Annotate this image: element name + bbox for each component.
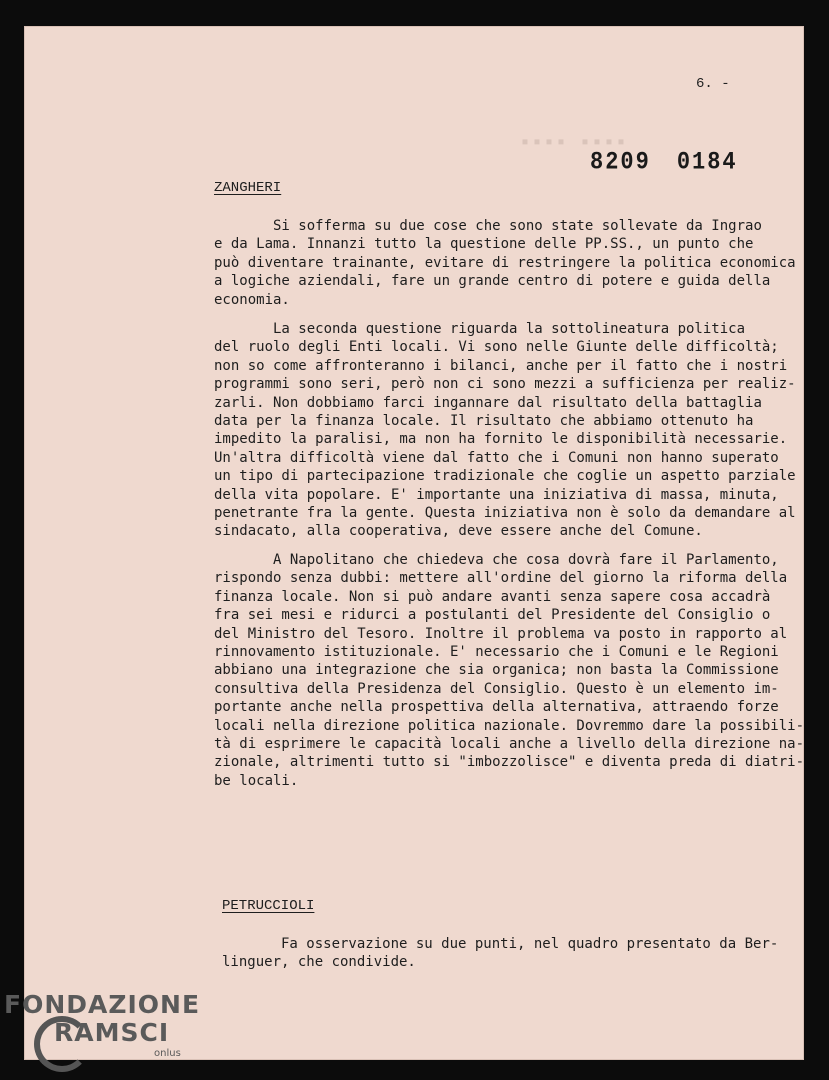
speaker-heading-zangheri: ZANGHERI bbox=[214, 180, 282, 196]
document-page bbox=[24, 26, 804, 1060]
paragraph: La seconda questione riguarda la sottolineatura politica del ruolo degli Enti locali. Vi sono nelle Giunte delle difficoltà; non so come affronteranno i bilanci, anche per il fatto che i nostri programmi sono seri, però non ci sono mezzi a sufficienza per realiz- zarli. Non dobbiamo farci ingannare dal risultato della battaglia data per la finanza locale. Il risultato che abbiamo ottenuto ha impedito la paralisi, ma non ha fornito le disponibilità necessarie. Un'altra difficoltà viene dal fatto che i Comuni non hanno superato un tipo di partecipazione tradizionale che coglie un aspetto parziale della vita popolare. E' importante una iniziativa di massa, minuta, penetrante fra la gente. Questa iniziativa non è solo da demandare al sindacato, alla cooperativa, deve essere anche del Comune. bbox=[214, 321, 796, 540]
paragraph: A Napolitano che chiedeva che cosa dovrà fare il Parlamento, rispondo senza dubbi: mettere all'ordine del giorno la riforma della finanza locale. Non si può andare avanti senza sapere cosa accadrà fra sei mesi e ridurci a postulanti del Presidente del Consiglio o del Ministro del Tesoro. Inoltre il problema va posto in rapporto al rinnovamento istituzionale. E' necessario che i Comuni e le Regioni abbiano una integrazione che sia organica; non basta la Commissione consultiva della Presidenza del Consiglio. Questo è un elemento im- portante anche nella prospettiva della alternativa, attraendo forze locali nella direzione politica nazionale. Dovremmo dare la possibili- tà di esprimere le capacità locali anche a livello della direzione na- zionale, altrimenti tutto si "imbozzolisce" e diventa preda di diatri- be locali. bbox=[214, 552, 805, 789]
watermark-line: FONDAZIONE bbox=[4, 990, 201, 1019]
watermark-line: RAMSCI bbox=[54, 1018, 170, 1047]
paragraph: Fa osservazione su due punti, nel quadro presentato da Ber- linguer, che condivide. bbox=[222, 936, 779, 971]
fondazione-gramsci-watermark-logo bbox=[4, 990, 214, 1070]
speaker-heading-petruccioli: PETRUCCIOLI bbox=[222, 898, 315, 914]
watermark-line: onlus bbox=[154, 1048, 181, 1059]
archive-code-part: 0184 bbox=[676, 148, 738, 177]
archive-stamp-code bbox=[590, 148, 738, 177]
paragraph: Si sofferma su due cose che sono state sollevate da Ingrao e da Lama. Innanzi tutto la questione delle PP.SS., un punto che può diventare trainante, evitare di restringere la politica economica a logiche aziendali, fare un grande centro di potere e guida della economia. bbox=[214, 218, 796, 308]
bleed-through-text: ▪▪▪▪ ▪▪▪▪ bbox=[519, 132, 628, 155]
archive-code-part: 8209 bbox=[590, 148, 651, 177]
page-number: 6. - bbox=[696, 76, 730, 92]
